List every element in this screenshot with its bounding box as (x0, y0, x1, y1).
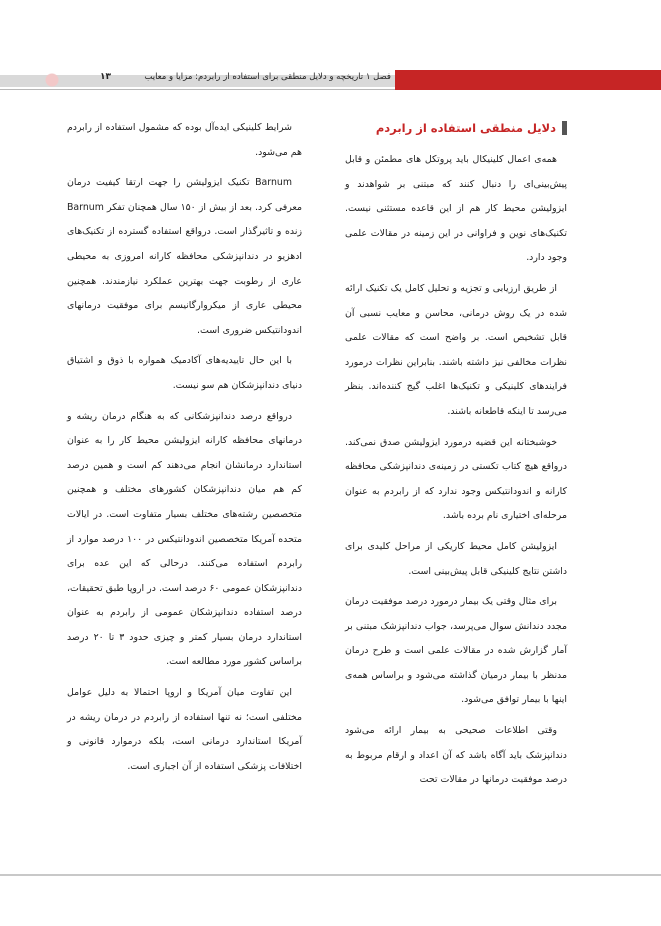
header-red-band (395, 70, 661, 90)
paragraph: درواقع درصد دندانپزشکانی که به هنگام درمان ریشه و درمانهای محافظه کارانه ایزولیشن محیط کار را به عنوان استاندارد درمانشان انجام می‌دهند کم است و همین درصد کم هم میان دندانپزشکان کشورهای مختلف و همچنین متخصصین رشته‌های مختلف بسیار متفاوت است. در ایالات متحده آمریکا متخصصین اندودانتیکس در ۱۰۰ درصد موارد از رابردم استفاده می‌کنند. درحالی که این عده برای دندانپزشکان عمومی ۶۰ درصد است. در اروپا طبق تحقیقات، درصد استفاده دندانپزشکان عمومی از رابردم به عنوان استاندارد درمان بسیار کمتر و چیزی حدود ۳ تا ۲۰ درصد براساس کشور مورد مطالعه است. (67, 410, 303, 668)
footer-rule (0, 874, 661, 876)
paragraph: وقتی اطلاعات صحیحی به بیمار ارائه می‌شود دندانپزشک باید آگاه باشد که آن اعداد و ارقام مربوط به درصد موفقیت درمانها در مقالات تحت (345, 725, 567, 786)
page-number: ۱۳ (100, 72, 111, 82)
paragraph: شرایط کلینیکی ایده‌آل بوده که مشمول استفاده از رابردم هم می‌شود. (67, 122, 302, 158)
paragraph: خوشبختانه این قضیه درمورد ایزولیشن صدق نمی‌کند. درواقع هیچ کتاب تکستی در زمینه‌ی دندانپزشکی محافظه کارانه و اندودانتیکس وجود ندارد که از رابردم به عنوان مرحله‌ای اختیاری نام برده باشد. (345, 436, 567, 522)
header-rule (0, 89, 395, 90)
paragraph: این تفاوت میان آمریکا و اروپا احتمالا به دلیل عوامل مختلفی است؛ نه تنها استفاده از رابردم در درمان ریشه در آمریکا استاندارد درمانی است، بلکه درموارد قانونی و اختلافات پزشکی استفاده از آن اجباری است. (67, 687, 302, 772)
paragraph: از طریق ارزیابی و تجزیه و تحلیل کامل یک تکنیک ارائه شده در یک روش درمانی، محاسن و معایب نسبی آن قابل تشخیص است. بر واضح است که مقالات علمی نظرات مخالفی نیز داشته باشند. بنابراین نظرات درمورد فرایندهای کلینیکی و تکنیک‌ها اغلب گیج کننده‌اند. بنظر می‌رسد تا اینکه قاطعانه باشند. (345, 282, 567, 417)
paragraph: Barnum تکنیک ایزولیشن را جهت ارتقا کیفیت درمان معرفی کرد. بعد از بیش از ۱۵۰ سال همچنان تفکر Barnum زنده و تاثیرگذار است. درواقع استفاده گسترده از تکنیک‌های ادهزیو در دندانپزشکی محافظه کارانه امروزی به محیطی عاری از رطوبت جهت بهترین عملکرد نیازمندند. همچنین محیطی عاری از میکروارگانیسم برای موفقیت درمانهای اندودانتیکس ضروری است. (67, 177, 302, 336)
paragraph: همه‌ی اعمال کلینیکال باید پروتکل های مطمئن و قابل پیش‌بینی‌ای را دنبال کنند که مبتنی بر شواهدند و ایزولیشن محیط کار هم از این قاعده مستثنی نیست. تکنیک‌های نوین و فراوانی در این زمینه در مقالات علمی وجود دارد. (345, 154, 567, 264)
section-title: دلایل منطقی استفاده از رابردم (375, 120, 556, 135)
left-column (67, 116, 302, 785)
paragraph: ایزولیشن کامل محیط کاریکی از مراحل کلیدی برای داشتن نتایج کلینیکی قابل پیش‌بینی است. (345, 540, 567, 577)
heading-marker (562, 121, 567, 135)
paragraph: برای مثال وقتی یک بیمار درمورد درصد موفقیت درمان مجدد دندانش سوال می‌پرسد، جواب دندانپزشک مبتنی بر آمار گزارش شده در مقالات علمی است و طرح درمان مدنظر با بیمار درمیان گذاشته می‌شود و براساس همه‌ی اینها با بیمار توافق می‌شود. (345, 596, 567, 706)
right-column (345, 116, 567, 799)
page-header (0, 70, 661, 90)
paragraph: با این حال تاییدیه‌های آکادمیک همواره با ذوق و اشتیاق دنیای دندانپزشکان هم سو نیست. (67, 355, 302, 391)
chapter-title: فصل ۱ تاریخچه و دلایل منطقی برای استفاده از رابردم: مزایا و معایب (144, 72, 391, 82)
header-decoration (40, 70, 80, 90)
section-heading (345, 116, 567, 140)
